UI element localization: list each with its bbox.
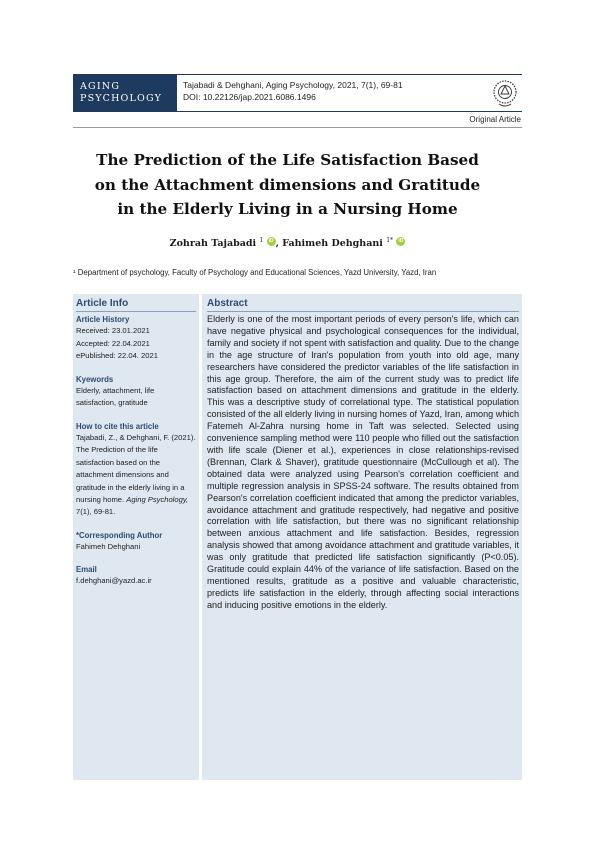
abstract-panel: [202, 294, 522, 780]
cite-volume: 7(1), 69-81.: [76, 507, 116, 517]
epublished-date: ePublished: 22.04. 2021: [76, 351, 158, 361]
journal-name-line2: PSYCHOLOGY: [80, 93, 163, 104]
article-type: Original Article: [469, 115, 521, 124]
author-affiliation-mark: 1: [259, 237, 264, 244]
corresponding-author: Fahimeh Dehghani: [76, 541, 141, 551]
email-link[interactable]: f.dehghani@yazd.ac.ir: [76, 576, 152, 586]
author-list: [40, 234, 535, 251]
author-name: Fahimeh Dehghani: [282, 238, 383, 250]
author-separator: ,: [275, 238, 279, 250]
header-citation: Tajabadi & Dehghani, Aging Psychology, 2021, 7(1), 69-81: [183, 80, 403, 90]
corresponding-heading: *Corresponding Author: [76, 530, 163, 540]
cite-journal: Aging Psychology,: [126, 495, 189, 504]
university-seal-icon: [490, 77, 520, 109]
article-info-panel: [73, 294, 199, 780]
email-heading: Email: [76, 565, 97, 575]
journal-header: [73, 74, 522, 112]
title-line: in the Elderly Living in a Nursing Home: [117, 200, 458, 218]
article-info-heading: Article Info: [76, 297, 196, 312]
header-doi[interactable]: DOI: 10.22126/jap.2021.6086.1496: [183, 92, 316, 102]
author-name: Zohrah Tajabadi: [169, 238, 257, 250]
cite-text: [76, 432, 196, 519]
accepted-date: Accepted: 22.04.2021: [76, 338, 150, 348]
title-line: on the Attachment dimensions and Gratitude: [94, 175, 481, 194]
article-history-heading: Article History: [76, 315, 130, 324]
orcid-icon[interactable]: iD: [398, 238, 404, 244]
abstract-text: Elderly is one of the most important periods of every person's life, which can have negative physical and psychological consequences for the individual, family and society if not spent with satisfaction and quality. Due to the change in the age structure of Iran's population from youth into old age, many researchers have considered the predictor variables of the life satisfaction in this age group. Therefore, the aim of the current study was to predict life satisfaction based on attachment dimensions and gratitude in the elderly. This was a descriptive study of correlational type. The statistical population consisted of the all elderly living in nursing homes of Yazd, Iran, among which Fatemeh Al-Zahra nursing home in Taft was selected. Selected using convenience sampling method were 110 people who filled out the satisfaction with life scale (Diener et al.), experiences in close relationships-revised (Brennan, Clark & Shaver), gratitude questionnaire (McCullough et al). The obtained data were analyzed using Pearson's correlation coefficient and multiple regression analysis in SPSS-24 software. The results obtained from Pearson's correlation coefficient indicated that among the predictor variables, avoidance attachment and gratitude respectively, had negative and positive correlation with life satisfaction, but there was no significant relationship between anxious attachment and life satisfaction. Besides, regression analysis showed that among avoidance attachment and gratitude variables, it was only gratitude that predicted life satisfaction significantly (P<0.05). Gratitude could explain 44% of the variance of life satisfaction. Based on the mentioned results, gratitude as a positive and valuable characteristic, predicts life satisfaction in the elderly, through affecting social interactions and inducing positive emotions in the elderly.: [207, 314, 519, 610]
cite-heading: How to cite this article: [76, 421, 159, 431]
divider: [73, 127, 522, 128]
abstract-heading: Abstract: [207, 297, 519, 312]
journal-logo: [73, 74, 177, 112]
keywords: Elderly, attachment, life satisfaction, gratitude: [76, 385, 155, 408]
cite-body: Tajabadi, Z., & Dehghani, F. (2021). The Prediction of the life satisfaction based on the attachment dimensions and gratitude in the elderly living in a nursing home.: [76, 432, 196, 504]
title-line: The Prediction of the Life Satisfaction Based: [96, 151, 479, 169]
journal-name-line1: AGING: [80, 81, 121, 92]
orcid-icon[interactable]: iD: [268, 238, 274, 244]
keywords-heading: Kyewords: [76, 374, 114, 384]
affiliation: ¹ Department of psychology, Faculty of Psychology and Educational Sciences, Yazd University, Yazd, Iran: [73, 268, 437, 277]
received-date: Received: 23.01.2021: [76, 326, 150, 335]
citation-box: [177, 74, 522, 112]
article-title: [40, 148, 535, 222]
author-affiliation-mark: 1*: [386, 237, 394, 244]
